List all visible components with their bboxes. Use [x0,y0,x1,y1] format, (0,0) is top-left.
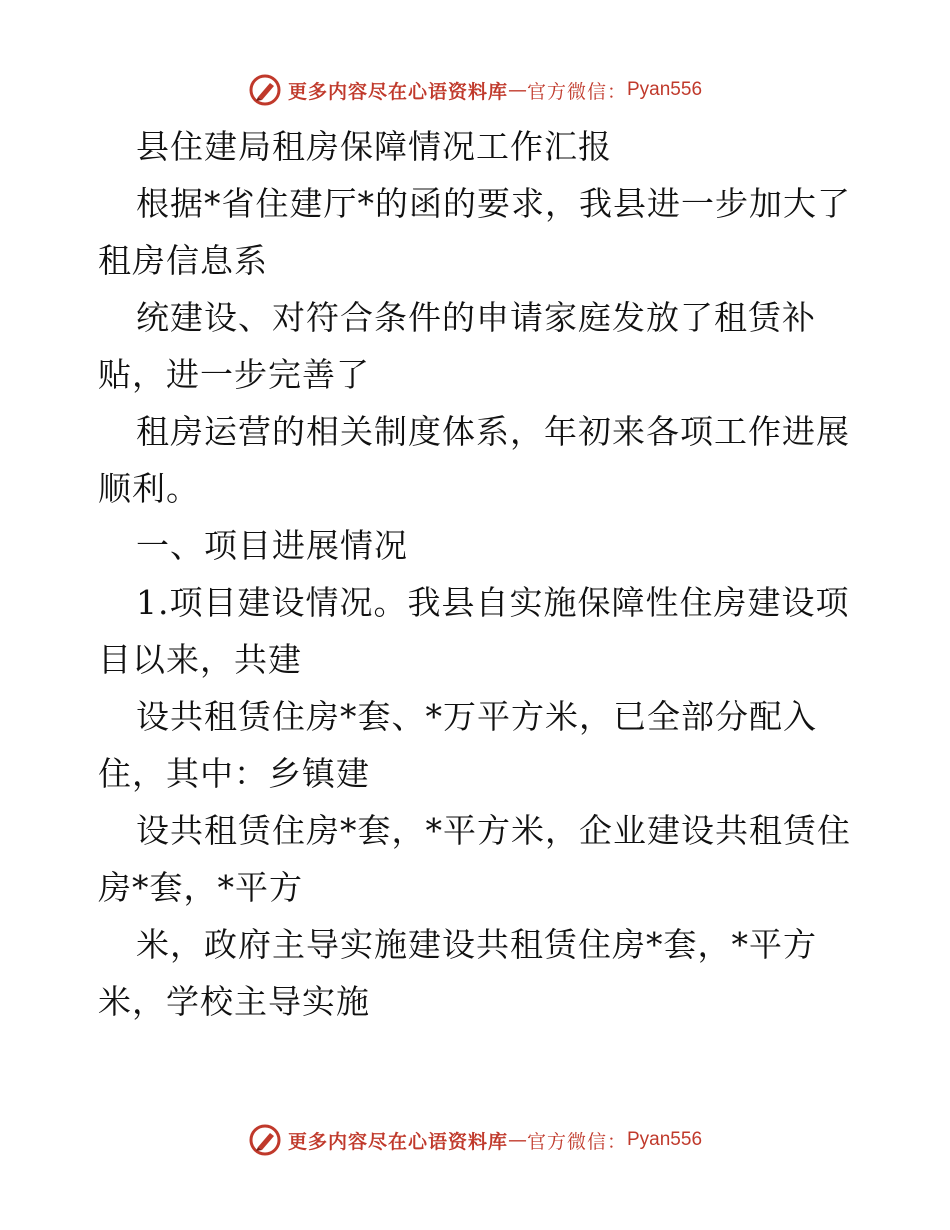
watermark-separator: — [507,1129,527,1151]
watermark-wechat-id: Pyan556 [627,1129,703,1150]
paragraph-line: 顺利。 [98,469,200,508]
watermark-site-text: 更多内容尽在心语资料库 [287,1130,508,1153]
paragraph-line: 贴，进一步完善了 [98,355,370,394]
document-title: 县住建局租房保障情况工作汇报 [136,127,612,166]
watermark-site-text: 更多内容尽在心语资料库 [287,80,508,103]
paragraph-line: 米，政府主导实施建设共租赁住房*套，*平方 [136,925,817,964]
watermark-separator: — [507,79,527,101]
paragraph-line: 租房运营的相关制度体系，年初来各项工作进展 [136,412,850,451]
paragraph-line: 根据*省住建厅*的函的要求，我县进一步加大了 [136,184,851,223]
header-watermark [0,70,950,110]
watermark-wechat-label: 官方微信： [526,1130,627,1153]
paragraph-line: 住，其中：乡镇建 [98,754,370,793]
watermark-wechat-label: 官方微信： [526,80,627,103]
paragraph-line: 设共租赁住房*套，*平方米，企业建设共租赁住 [136,811,851,850]
paragraph-line: 米，学校主导实施 [98,982,370,1021]
pen-logo-icon [248,1123,282,1157]
paragraph-line: 租房信息系 [98,241,268,280]
document-body [98,118,858,1030]
pen-logo-icon [248,73,282,107]
watermark-wechat-id: Pyan556 [627,79,703,100]
paragraph-line: 1.项目建设情况。我县自实施保障性住房建设项 [136,583,850,622]
paragraph-line: 目以来，共建 [98,640,302,679]
section-heading: 一、项目进展情况 [136,526,408,565]
paragraph-line: 统建设、对符合条件的申请家庭发放了租赁补 [136,298,816,337]
footer-watermark [0,1120,950,1160]
paragraph-line: 房*套，*平方 [98,868,303,907]
paragraph-line: 设共租赁住房*套、*万平方米，已全部分配入 [136,697,817,736]
